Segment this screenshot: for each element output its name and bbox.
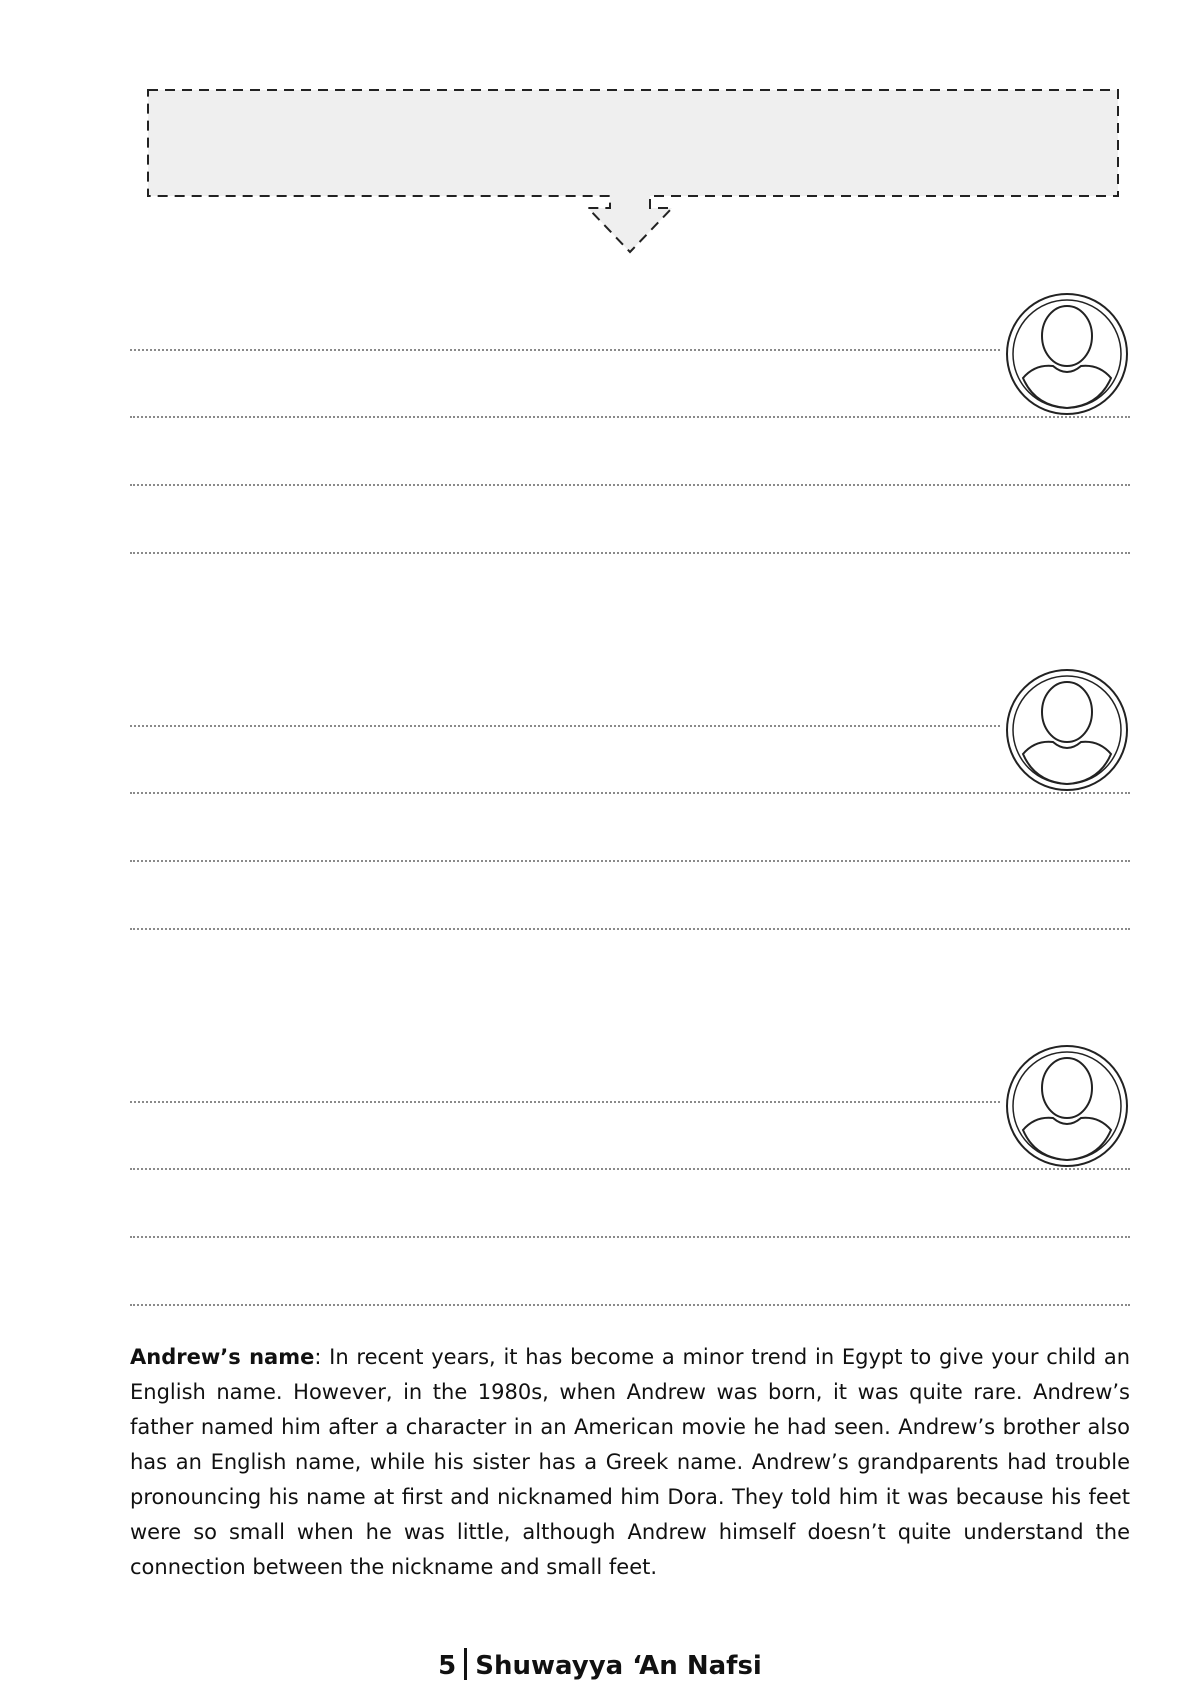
answer-line[interactable] [130, 928, 1130, 930]
speech-bubble-shape [140, 84, 1130, 254]
answer-line[interactable] [130, 1101, 1000, 1103]
book-title: Shuwayya ‘An Nafsi [475, 1651, 762, 1681]
person-avatar-icon [1005, 292, 1129, 416]
name-note-paragraph [130, 1340, 1130, 1585]
note-text: : In recent years, it has become a minor trend in Egypt to give your child an English name. However, in the 1980s, when Andrew was born, it was quite rare. Andrew’s father named him after a character in an American movie he had seen. Andrew’s brother also has an English name, while his sister has a Greek name. Andrew’s grandparents had trouble pronouncing his name at first and nicknamed him Dora. They told him it was because his feet were so small when he was little, although Andrew himself doesn’t quite understand the connection between the nickname and small feet. [130, 1345, 1130, 1579]
answer-line[interactable] [130, 792, 1130, 794]
page-number: 5 [438, 1651, 457, 1681]
answer-line[interactable] [130, 1168, 1130, 1170]
answer-line[interactable] [130, 552, 1130, 554]
answer-line[interactable] [130, 349, 1000, 351]
page-footer [0, 1648, 1200, 1681]
callout-box [140, 84, 1130, 254]
answer-line[interactable] [130, 860, 1130, 862]
answer-line[interactable] [130, 416, 1130, 418]
note-term: Andrew’s name [130, 1345, 315, 1369]
person-avatar-icon [1005, 1044, 1129, 1168]
footer-separator [464, 1648, 467, 1680]
person-avatar-icon [1005, 668, 1129, 792]
answer-line[interactable] [130, 484, 1130, 486]
answer-line[interactable] [130, 1304, 1130, 1306]
answer-line[interactable] [130, 725, 1000, 727]
answer-line[interactable] [130, 1236, 1130, 1238]
